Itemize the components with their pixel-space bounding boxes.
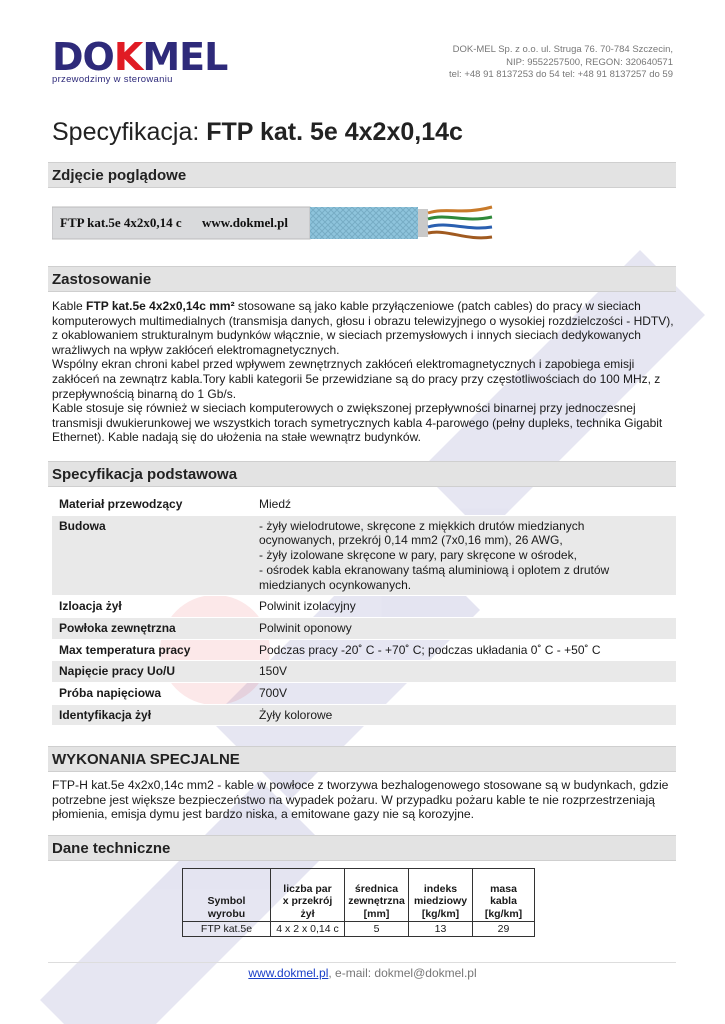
logo-tagline: przewodzimy w sterowaniu bbox=[52, 74, 173, 85]
spec-row: Powłoka zewnętrzna Polwinit oponowy bbox=[52, 617, 676, 639]
spec-row: Max temperatura pracy Podczas pracy -20˚ C - +70˚ C; podczas układania 0˚ C - +50˚ C bbox=[52, 639, 676, 661]
spec-row: Identyfikacja żył Żyły kolorowe bbox=[52, 704, 676, 726]
spec-row: Izloacja żył Polwinit izolacyjny bbox=[52, 596, 676, 618]
footer-email: , e-mail: dokmel@dokmel.pl bbox=[328, 966, 477, 980]
usage-paragraph-3: Kable stosuje się również w sieciach komputerowych o zwiększonej przepływności binarnej przy jednoczesnej transmisji dwukierunkowej we wszystkich torach symetrycznych kabla 4-parowego (pełny dupleks, technika Gigabit Ethernet). Kable nadają się do ułożenia na stałe wewnątrz budynków. bbox=[52, 401, 663, 445]
column-header: liczba par x przekrój żył bbox=[271, 869, 345, 922]
spec-row: Budowa - żyły wielodrutowe, skręcone z miękkich drutów miedzianych ocynowanych, przekrój 0,14 mm2 (7x0,16 mm), 26 AWG, - żyły izolowane skręcone w pary, pary skręcone w ośrodek, - ośrodek kabla ekranowany taśmą aluminiową i oplotem z drutów miedzianych ocynkowanych. bbox=[52, 515, 676, 596]
company-logo: DOKMEL przewodzimy w sterowaniu bbox=[52, 35, 228, 85]
cable-photo bbox=[52, 201, 496, 245]
spec-row: Napięcie pracy Uo/U 150V bbox=[52, 661, 676, 683]
footer-divider bbox=[48, 962, 676, 963]
section-heading-tech: Dane techniczne bbox=[48, 835, 676, 861]
spec-table bbox=[52, 494, 676, 726]
page-title: Specyfikacja: FTP kat. 5e 4x2x0,14c bbox=[52, 118, 463, 146]
section-heading-special: WYKONANIA SPECJALNE bbox=[48, 746, 676, 772]
company-info bbox=[449, 44, 673, 82]
table-row: FTP kat.5e 4 x 2 x 0,14 c 5 13 29 bbox=[183, 922, 535, 937]
photo-caption: FTP kat.5e 4x2x0,14 c bbox=[60, 215, 182, 230]
special-text: FTP-H kat.5e 4x2x0,14c mm2 - kable w powłoce z tworzywa bezhalogenowego stosowane są w budynkach, gdzie potrzebne jest większe bezpieczeństwo na wypadek pożaru. W przypadku pożaru kable te nie rozprzestrzeniają płomienia, emisja dymu jest bardzo niska, a emitowane gazy nie są korozyjne. bbox=[52, 778, 669, 822]
footer bbox=[0, 966, 725, 980]
section-heading-photo: Zdjęcie poglądowe bbox=[48, 162, 676, 188]
column-header: masa kabla [kg/km] bbox=[473, 869, 535, 922]
spec-row: Próba napięciowa 700V bbox=[52, 683, 676, 705]
section-heading-usage: Zastosowanie bbox=[48, 266, 676, 292]
usage-paragraph-2: Wspólny ekran chroni kabel przed wpływem zewnętrznych zakłóceń elektromagnetycznych i zapobiega emisji zakłóceń na zewnątrz kabla.Tory kabli kategorii 5e przewidziane są do pracy przy częstotliwościach do 100 MHz, z przepływnością binarną do 1 Gb/s. bbox=[52, 357, 661, 401]
column-header: indeks miedziowy [kg/km] bbox=[409, 869, 473, 922]
company-address: DOK-MEL Sp. z o.o. ul. Struga 76. 70-784 Szczecin, bbox=[452, 44, 673, 55]
company-phone: tel: +48 91 8137253 do 54 tel: +48 91 8137257 do 59 bbox=[449, 69, 673, 80]
company-ids: NIP: 9552257500, REGON: 320640571 bbox=[506, 56, 673, 68]
column-header: Symbol wyrobu bbox=[183, 869, 271, 922]
spec-budowa-value: - żyły wielodrutowe, skręcone z miękkich drutów miedzianych ocynowanych, przekrój 0,14 mm2 (7x0,16 mm), 26 AWG, - żyły izolowane skręcone w pary, pary skręcone w ośrodek, - ośrodek kabla ekranowany taśmą aluminiową i oplotem z drutów miedzianych ocynkowanych. bbox=[252, 515, 676, 596]
photo-url: www.dokmel.pl bbox=[202, 215, 288, 230]
column-header: średnica zewnętrzna [mm] bbox=[345, 869, 409, 922]
product-name: FTP kat. 5e 4x2x0,14c bbox=[206, 118, 463, 146]
usage-text bbox=[52, 299, 677, 445]
spec-row: Materiał przewodzący Miedź bbox=[52, 494, 676, 515]
section-heading-basic-spec: Specyfikacja podstawowa bbox=[48, 461, 676, 487]
usage-paragraph-1: Kable FTP kat.5e 4x2x0,14c mm² stosowane są jako kable przyłączeniowe (patch cables) do pracy w sieciach komputerowych multimedialnych (transmisja danych, głosu i obrazu telewizyjnego o wysokiej rozdzielczości - HDTV), z okablowaniem strukturalnym budynków włącznie, w sieciach przemysłowych i innych sieciach dedykowanych wrażliwych na wpływ zakłóceń elektromagnetycznych. bbox=[52, 299, 674, 357]
footer-website-link[interactable]: www.dokmel.pl bbox=[248, 966, 329, 980]
tech-data-table bbox=[182, 868, 535, 937]
